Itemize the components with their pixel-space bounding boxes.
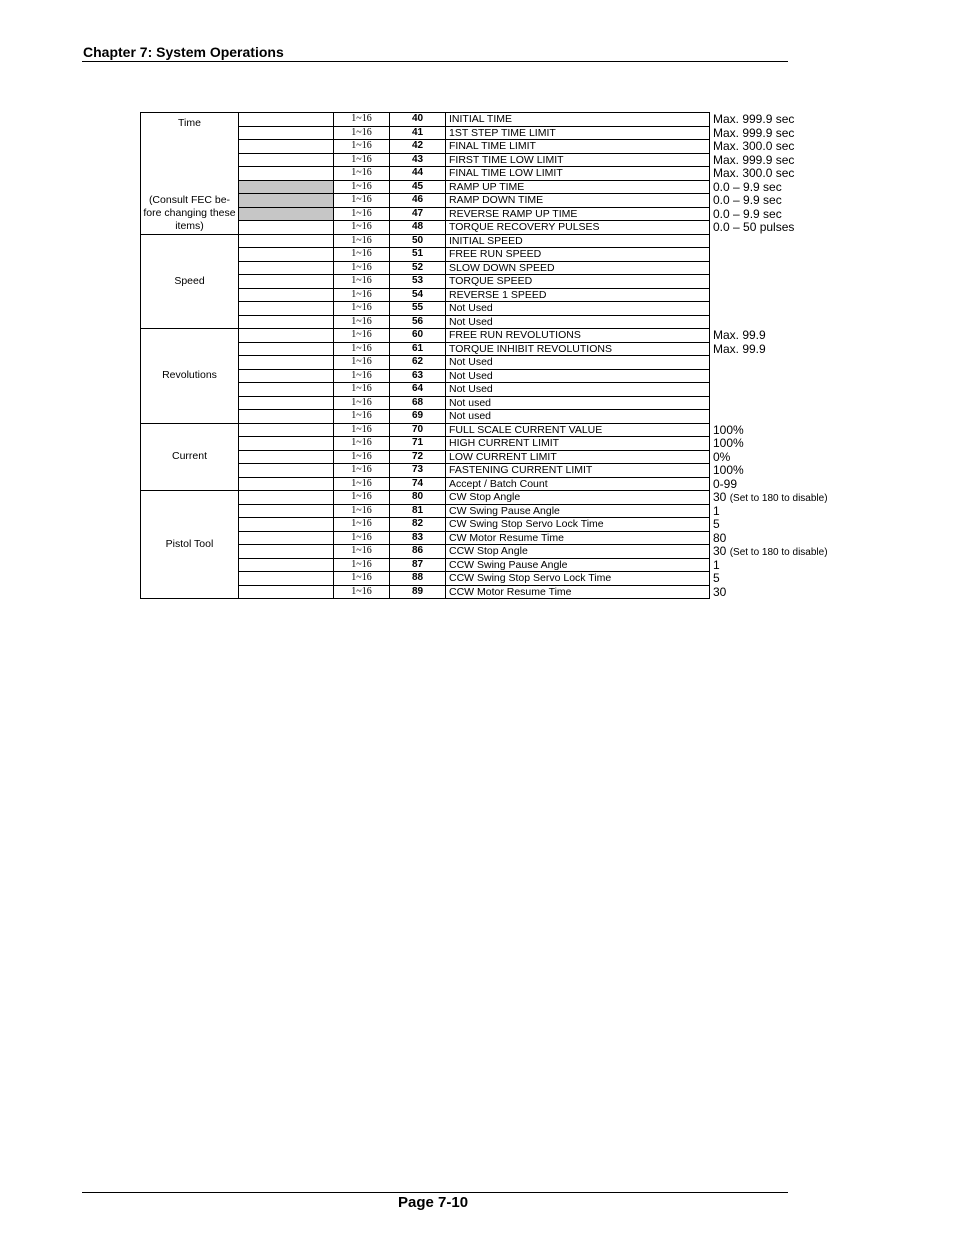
value-cell bbox=[239, 383, 334, 397]
value-cell bbox=[239, 410, 334, 424]
range-cell: 1~16 bbox=[334, 180, 390, 194]
group-revolutions: Revolutions bbox=[141, 329, 239, 424]
limit-value bbox=[713, 397, 943, 411]
page-number: Page 7-10 bbox=[398, 1194, 469, 1211]
table-row bbox=[141, 234, 710, 248]
limit-value bbox=[713, 262, 943, 276]
parameter-description: LOW CURRENT LIMIT bbox=[446, 450, 710, 464]
range-cell: 1~16 bbox=[334, 423, 390, 437]
range-cell: 1~16 bbox=[334, 437, 390, 451]
parameter-number: 64 bbox=[390, 383, 446, 397]
limit-text: 0-99 bbox=[713, 476, 738, 491]
parameter-number: 43 bbox=[390, 153, 446, 167]
value-cell bbox=[239, 464, 334, 478]
value-cell bbox=[239, 585, 334, 599]
limit-text: 0.0 – 9.9 sec bbox=[713, 206, 782, 221]
parameter-number: 48 bbox=[390, 221, 446, 235]
limit-value bbox=[713, 424, 943, 438]
range-cell: 1~16 bbox=[334, 207, 390, 221]
range-cell: 1~16 bbox=[334, 329, 390, 343]
parameter-description: CCW Motor Resume Time bbox=[446, 585, 710, 599]
limit-text: Max. 300.0 sec bbox=[713, 139, 795, 153]
limit-value bbox=[713, 410, 943, 424]
value-cell bbox=[239, 329, 334, 343]
limit-text: Max. 999.9 sec bbox=[713, 152, 795, 167]
range-cell: 1~16 bbox=[334, 558, 390, 572]
range-cell: 1~16 bbox=[334, 221, 390, 235]
limit-text: Max. 99.9 bbox=[713, 341, 766, 356]
value-cell bbox=[239, 180, 334, 194]
range-cell: 1~16 bbox=[334, 113, 390, 127]
parameter-number: 88 bbox=[390, 572, 446, 586]
value-cell bbox=[239, 558, 334, 572]
limit-value bbox=[713, 302, 943, 316]
limit-value bbox=[713, 559, 943, 573]
parameter-description: CW Swing Pause Angle bbox=[446, 504, 710, 518]
limit-value bbox=[713, 181, 943, 195]
limit-value bbox=[713, 329, 943, 343]
parameter-description: TORQUE INHIBIT REVOLUTIONS bbox=[446, 342, 710, 356]
group-time bbox=[141, 113, 239, 235]
parameter-description: 1ST STEP TIME LIMIT bbox=[446, 126, 710, 140]
limit-value bbox=[713, 451, 943, 465]
limit-text: Max. 99.9 bbox=[713, 328, 766, 342]
parameter-number: 41 bbox=[390, 126, 446, 140]
group-current: Current bbox=[141, 423, 239, 491]
parameter-number: 82 bbox=[390, 518, 446, 532]
value-cell bbox=[239, 369, 334, 383]
parameter-description: Not Used bbox=[446, 369, 710, 383]
table-row bbox=[141, 113, 710, 127]
parameter-description: Not Used bbox=[446, 383, 710, 397]
range-cell: 1~16 bbox=[334, 194, 390, 208]
range-cell: 1~16 bbox=[334, 261, 390, 275]
range-cell: 1~16 bbox=[334, 464, 390, 478]
limit-text: 100% bbox=[713, 463, 744, 477]
parameter-description: FIRST TIME LOW LIMIT bbox=[446, 153, 710, 167]
value-cell bbox=[239, 396, 334, 410]
limit-text: 30 bbox=[713, 584, 727, 599]
parameter-description: SLOW DOWN SPEED bbox=[446, 261, 710, 275]
range-cell: 1~16 bbox=[334, 450, 390, 464]
value-cell bbox=[239, 572, 334, 586]
value-cell bbox=[239, 207, 334, 221]
range-cell: 1~16 bbox=[334, 248, 390, 262]
value-cell bbox=[239, 423, 334, 437]
limit-value bbox=[713, 343, 943, 357]
limit-text: 0% bbox=[713, 449, 731, 464]
parameter-number: 60 bbox=[390, 329, 446, 343]
parameter-number: 87 bbox=[390, 558, 446, 572]
limit-value bbox=[713, 194, 943, 208]
parameter-description: FINAL TIME LIMIT bbox=[446, 140, 710, 154]
parameter-description: Not Used bbox=[446, 356, 710, 370]
range-cell: 1~16 bbox=[334, 585, 390, 599]
table-row bbox=[141, 329, 710, 343]
value-cell bbox=[239, 315, 334, 329]
chapter-title: Chapter 7: System Operations bbox=[83, 44, 284, 60]
range-cell: 1~16 bbox=[334, 140, 390, 154]
parameter-number: 73 bbox=[390, 464, 446, 478]
table-row bbox=[141, 491, 710, 505]
limit-value bbox=[713, 437, 943, 451]
limit-value bbox=[713, 545, 943, 559]
limit-value bbox=[713, 167, 943, 181]
parameter-number: 74 bbox=[390, 477, 446, 491]
limit-value bbox=[713, 235, 943, 249]
value-cell bbox=[239, 437, 334, 451]
parameter-description: Not used bbox=[446, 396, 710, 410]
parameter-description: RAMP DOWN TIME bbox=[446, 194, 710, 208]
range-cell: 1~16 bbox=[334, 410, 390, 424]
parameter-number: 47 bbox=[390, 207, 446, 221]
range-cell: 1~16 bbox=[334, 572, 390, 586]
parameter-description: FREE RUN SPEED bbox=[446, 248, 710, 262]
parameter-number: 52 bbox=[390, 261, 446, 275]
range-cell: 1~16 bbox=[334, 126, 390, 140]
value-cell bbox=[239, 491, 334, 505]
limit-value bbox=[713, 316, 943, 330]
value-cell bbox=[239, 450, 334, 464]
limit-text: 30 bbox=[713, 490, 730, 504]
parameter-description: RAMP UP TIME bbox=[446, 180, 710, 194]
parameter-number: 72 bbox=[390, 450, 446, 464]
parameter-number: 53 bbox=[390, 275, 446, 289]
parameter-description: INITIAL TIME bbox=[446, 113, 710, 127]
limit-note: (Set to 180 to disable) bbox=[729, 493, 828, 504]
range-cell: 1~16 bbox=[334, 302, 390, 316]
parameter-description: CW Motor Resume Time bbox=[446, 531, 710, 545]
limit-value bbox=[713, 505, 943, 519]
limit-text: Max. 999.9 sec bbox=[713, 125, 795, 140]
footer-divider bbox=[82, 1192, 788, 1193]
parameter-description: CCW Swing Stop Servo Lock Time bbox=[446, 572, 710, 586]
limit-value bbox=[713, 464, 943, 478]
value-cell bbox=[239, 288, 334, 302]
parameter-description: Not Used bbox=[446, 302, 710, 316]
limit-value bbox=[713, 208, 943, 222]
value-cell bbox=[239, 356, 334, 370]
value-cell bbox=[239, 275, 334, 289]
limit-text: Max. 999.9 sec bbox=[713, 112, 795, 126]
limit-text: 0.0 – 9.9 sec bbox=[713, 193, 782, 207]
parameter-description: Not Used bbox=[446, 315, 710, 329]
range-cell: 1~16 bbox=[334, 234, 390, 248]
range-cell: 1~16 bbox=[334, 167, 390, 181]
parameter-description: Not used bbox=[446, 410, 710, 424]
parameter-description: CW Stop Angle bbox=[446, 491, 710, 505]
parameter-number: 80 bbox=[390, 491, 446, 505]
limit-value bbox=[713, 586, 943, 600]
parameter-number: 62 bbox=[390, 356, 446, 370]
parameter-number: 54 bbox=[390, 288, 446, 302]
value-cell bbox=[239, 140, 334, 154]
parameter-number: 81 bbox=[390, 504, 446, 518]
range-cell: 1~16 bbox=[334, 545, 390, 559]
limit-value bbox=[713, 113, 943, 127]
parameter-number: 45 bbox=[390, 180, 446, 194]
table-row bbox=[141, 423, 710, 437]
parameter-description: CCW Stop Angle bbox=[446, 545, 710, 559]
range-cell: 1~16 bbox=[334, 288, 390, 302]
range-cell: 1~16 bbox=[334, 383, 390, 397]
group-speed: Speed bbox=[141, 234, 239, 329]
parameter-description: FULL SCALE CURRENT VALUE bbox=[446, 423, 710, 437]
parameter-description: TORQUE SPEED bbox=[446, 275, 710, 289]
parameter-number: 69 bbox=[390, 410, 446, 424]
parameter-table bbox=[140, 112, 710, 599]
limit-value bbox=[713, 248, 943, 262]
parameter-description: REVERSE RAMP UP TIME bbox=[446, 207, 710, 221]
value-cell bbox=[239, 234, 334, 248]
parameter-number: 44 bbox=[390, 167, 446, 181]
value-cell bbox=[239, 342, 334, 356]
parameter-number: 40 bbox=[390, 113, 446, 127]
limit-text: 0.0 – 9.9 sec bbox=[713, 179, 782, 194]
value-cell bbox=[239, 504, 334, 518]
parameter-description: CCW Swing Pause Angle bbox=[446, 558, 710, 572]
parameter-number: 61 bbox=[390, 342, 446, 356]
range-cell: 1~16 bbox=[334, 491, 390, 505]
parameter-description: CW Swing Stop Servo Lock Time bbox=[446, 518, 710, 532]
limit-value bbox=[713, 572, 943, 586]
limit-value bbox=[713, 154, 943, 168]
parameter-number: 56 bbox=[390, 315, 446, 329]
value-cell bbox=[239, 153, 334, 167]
limit-text: 80 bbox=[713, 530, 727, 545]
range-cell: 1~16 bbox=[334, 518, 390, 532]
group-pistol-tool: Pistol Tool bbox=[141, 491, 239, 599]
parameter-number: 50 bbox=[390, 234, 446, 248]
range-cell: 1~16 bbox=[334, 504, 390, 518]
limit-value bbox=[713, 478, 943, 492]
limit-text: 1 bbox=[713, 503, 720, 518]
parameter-number: 42 bbox=[390, 140, 446, 154]
range-cell: 1~16 bbox=[334, 153, 390, 167]
value-cell bbox=[239, 248, 334, 262]
parameter-description: FASTENING CURRENT LIMIT bbox=[446, 464, 710, 478]
group-label: Time bbox=[178, 117, 201, 129]
limit-text: 0.0 – 50 pulses bbox=[713, 220, 795, 234]
parameter-description: HIGH CURRENT LIMIT bbox=[446, 437, 710, 451]
value-cell bbox=[239, 545, 334, 559]
limit-note: (Set to 180 to disable) bbox=[729, 547, 828, 558]
limit-value bbox=[713, 289, 943, 303]
limit-text: 5 bbox=[713, 517, 720, 531]
limit-text: 30 bbox=[713, 544, 730, 558]
parameter-number: 55 bbox=[390, 302, 446, 316]
parameter-number: 51 bbox=[390, 248, 446, 262]
limit-value bbox=[713, 491, 943, 505]
range-cell: 1~16 bbox=[334, 275, 390, 289]
range-cell: 1~16 bbox=[334, 315, 390, 329]
limit-text: 100% bbox=[713, 436, 744, 450]
parameter-number: 46 bbox=[390, 194, 446, 208]
range-cell: 1~16 bbox=[334, 531, 390, 545]
parameter-description: TORQUE RECOVERY PULSES bbox=[446, 221, 710, 235]
limit-value bbox=[713, 383, 943, 397]
parameter-description: FREE RUN REVOLUTIONS bbox=[446, 329, 710, 343]
value-cell bbox=[239, 167, 334, 181]
parameter-number: 63 bbox=[390, 369, 446, 383]
limit-value bbox=[713, 275, 943, 289]
value-cell bbox=[239, 113, 334, 127]
header-divider bbox=[82, 61, 788, 62]
parameter-description: REVERSE 1 SPEED bbox=[446, 288, 710, 302]
limit-value bbox=[713, 356, 943, 370]
parameter-number: 71 bbox=[390, 437, 446, 451]
parameter-number: 83 bbox=[390, 531, 446, 545]
value-cell bbox=[239, 194, 334, 208]
value-cell bbox=[239, 531, 334, 545]
value-cell bbox=[239, 261, 334, 275]
group-note: (Consult FEC be-fore changing these items) bbox=[143, 194, 236, 232]
value-cell bbox=[239, 126, 334, 140]
value-cell bbox=[239, 221, 334, 235]
limit-text: 100% bbox=[713, 422, 744, 437]
parameter-description: FINAL TIME LOW LIMIT bbox=[446, 167, 710, 181]
range-cell: 1~16 bbox=[334, 477, 390, 491]
range-cell: 1~16 bbox=[334, 369, 390, 383]
range-cell: 1~16 bbox=[334, 356, 390, 370]
parameter-number: 89 bbox=[390, 585, 446, 599]
parameter-number: 68 bbox=[390, 396, 446, 410]
limit-value bbox=[713, 370, 943, 384]
value-cell bbox=[239, 518, 334, 532]
parameter-number: 70 bbox=[390, 423, 446, 437]
range-cell: 1~16 bbox=[334, 396, 390, 410]
parameter-description: Accept / Batch Count bbox=[446, 477, 710, 491]
limit-text: Max. 300.0 sec bbox=[713, 166, 795, 180]
limit-values-column bbox=[713, 113, 943, 599]
parameter-description: INITIAL SPEED bbox=[446, 234, 710, 248]
limit-value bbox=[713, 518, 943, 532]
value-cell bbox=[239, 477, 334, 491]
parameter-number: 86 bbox=[390, 545, 446, 559]
limit-text: 1 bbox=[713, 557, 720, 572]
limit-value bbox=[713, 532, 943, 546]
limit-value bbox=[713, 127, 943, 141]
limit-text: 5 bbox=[713, 571, 720, 585]
limit-value bbox=[713, 221, 943, 235]
value-cell bbox=[239, 302, 334, 316]
limit-value bbox=[713, 140, 943, 154]
range-cell: 1~16 bbox=[334, 342, 390, 356]
